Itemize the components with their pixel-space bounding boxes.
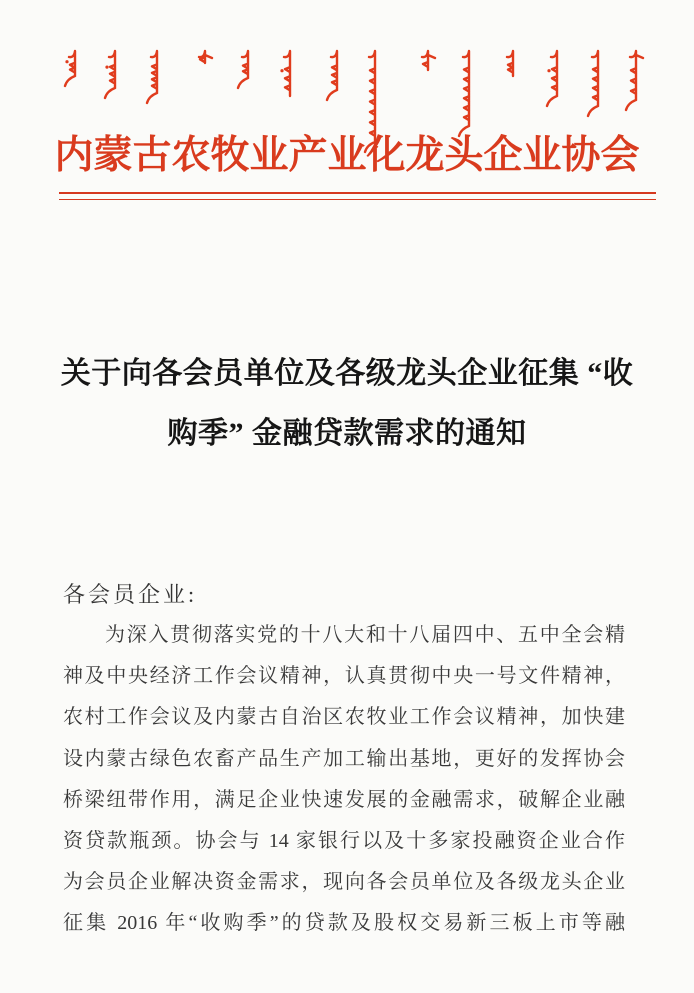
- header-rule: [59, 192, 656, 200]
- org-name: 内蒙古农牧业产业化龙头企业协会: [54, 134, 640, 177]
- salutation: 各会员企业:: [63, 582, 198, 607]
- body-line-5: 桥梁纽带作用，满足企业快速发展的金融需求，破解企业融: [63, 788, 625, 811]
- body-line-1: 为深入贯彻落实党的十八大和十八届四中、五中全会精: [105, 624, 625, 646]
- body-line-8: 征集 2016 年“收购季”的贷款及股权交易新三板上市等融: [63, 912, 625, 935]
- notice-title-line-1: 关于向各会员单位及各级龙头企业征集 “收: [60, 357, 634, 390]
- body-line-4: 设内蒙古绿色农畜产品生产加工输出基地，更好的发挥协会: [63, 747, 625, 770]
- notice-title-line-2: 购季” 金融贷款需求的通知: [167, 417, 527, 450]
- notice-body: [63, 615, 625, 945]
- body-line-6: 资贷款瓶颈。协会与 14 家银行以及十多家投融资企业合作: [63, 829, 625, 852]
- body-line-3: 农村工作会议及内蒙古自治区农牧业工作会议精神，加快建: [63, 706, 625, 729]
- notice-title: [30, 344, 664, 464]
- body-line-7: 为会员企业解决资金需求，现向各会员单位及各级龙头企业: [63, 871, 625, 894]
- body-line-2: 神及中央经济工作会议精神，认真贯彻中央一号文件精神，: [63, 665, 625, 688]
